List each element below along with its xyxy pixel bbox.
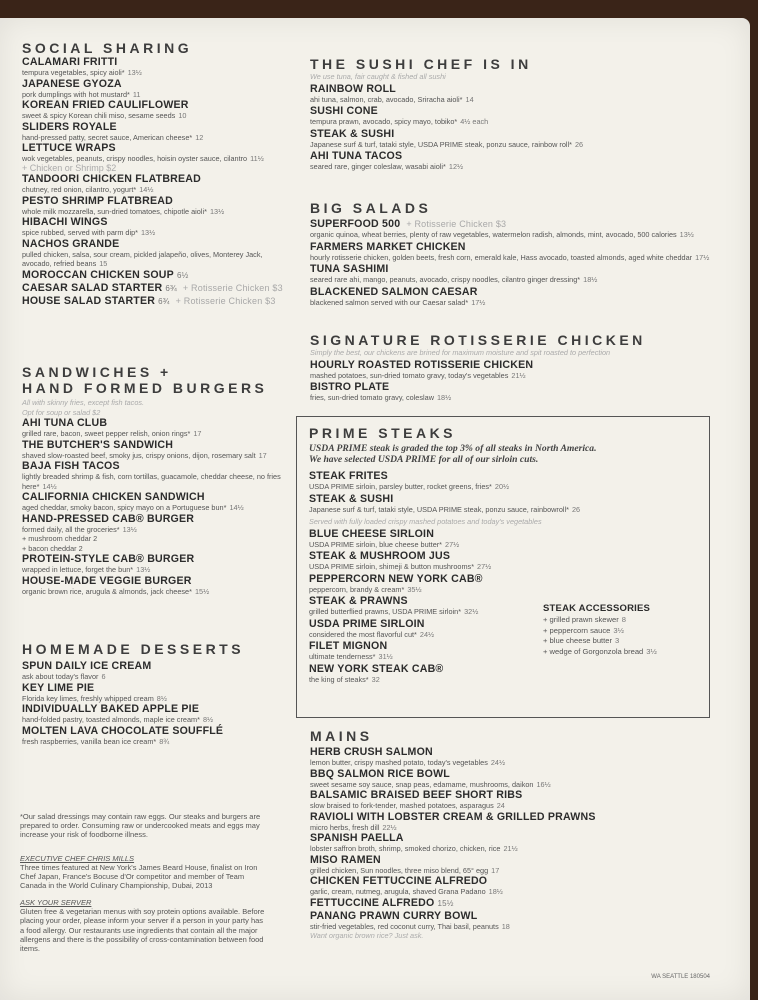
menu-item	[310, 768, 740, 790]
menu-item	[310, 263, 740, 285]
big-salads-section	[310, 200, 740, 307]
item-name: HOURLY ROASTED ROTISSERIE CHICKEN	[310, 358, 534, 371]
menu-item	[22, 99, 284, 121]
item-addon: + mushroom cheddar 2	[22, 534, 98, 543]
item-description: the king of steaks* 32	[309, 674, 380, 684]
menu-item	[310, 105, 740, 127]
item-name: SUPERFOOD 500 + Rotisserie Chicken $3	[310, 218, 507, 230]
item-description: slow braised to fork-tender, mashed potatoes, asparagus 24	[310, 801, 505, 810]
menu-item	[310, 811, 740, 833]
item-description: blackened salmon served with our Caesar salad* 17½	[310, 297, 486, 307]
menu-item	[22, 513, 284, 554]
item-description: considered the most flavorful cut* 24½	[309, 629, 435, 639]
item-description: fresh raspberries, vanilla bean ice cream* 8¾	[22, 736, 170, 746]
accessory-item: + wedge of Gorgonzola bread 3½	[543, 646, 657, 656]
menu-item	[310, 150, 740, 172]
item-description: lightly breaded shrimp & fish, corn tortillas, guacamole, cheddar cheese, no fries here* 14½	[22, 472, 281, 491]
steak-accessories	[543, 603, 703, 657]
item-description: USDA PRIME sirloin, blue cheese butter* 27½	[309, 539, 460, 549]
item-name: MOLTEN LAVA CHOCOLATE SOUFFLÉ	[22, 724, 224, 737]
section-title: THE SUSHI CHEF IS IN	[310, 56, 532, 72]
item-name: HOUSE SALAD STARTER 6¾ + Rotisserie Chicken $3	[22, 294, 276, 307]
item-name: CALIFORNIA CHICKEN SANDWICH	[22, 491, 205, 503]
menu-item	[22, 417, 284, 439]
menu-item	[22, 460, 284, 491]
item-description: whole milk mozzarella, sun-dried tomatoes, chipotle aioli* 13½	[22, 206, 225, 216]
section-title: SIGNATURE ROTISSERIE CHICKEN	[310, 332, 646, 348]
section-title: HAND FORMED BURGERS	[22, 380, 268, 396]
item-name: HOUSE-MADE VEGGIE BURGER	[22, 574, 192, 587]
item-description: lobster saffron broth, shrimp, smoked chorizo, chicken, rice 21½	[310, 844, 518, 853]
item-addon: + Chicken or Shrimp $2	[22, 162, 117, 173]
item-description: formed daily, all the groceries* 13½	[22, 524, 137, 534]
item-name: TANDOORI CHICKEN FLATBREAD	[22, 173, 202, 185]
item-description: lemon butter, crispy mashed potato, today's vegetables 24½	[310, 758, 506, 767]
item-description: pulled chicken, salsa, sour cream, pickled jalapeño, olives, Monterey Jack, avocado, refried beans 15	[22, 249, 263, 268]
social-sharing-section	[22, 40, 284, 308]
item-name: FILET MIGNON	[309, 640, 388, 652]
section-note: Want organic brown rice? Just ask.	[310, 931, 424, 940]
menu-item	[310, 218, 740, 240]
section-note: Served with fully loaded crispy mashed potatoes and today's vegetables	[309, 517, 542, 526]
item-description: sweet & spicy Korean chili miso, sesame seeds 10	[22, 111, 187, 120]
menu-item	[22, 142, 284, 173]
item-name: RAVIOLI WITH LOBSTER CREAM & GRILLED PRAWNS	[310, 810, 596, 823]
item-name: SPUN DAILY ICE CREAM	[22, 660, 152, 672]
item-description: shaved slow-roasted beef, smoky jus, crispy onions, dijon, rosemary salt 17	[22, 450, 267, 460]
section-note: Simply the best, our chickens are brined for maximum moisture and spit roasted to perfection	[310, 348, 611, 357]
item-name: CAESAR SALAD STARTER 6¾ + Rotisserie Chicken $3	[22, 281, 283, 294]
menu-item	[310, 381, 740, 403]
menu-item	[22, 660, 284, 682]
menu-item	[22, 491, 284, 513]
menu-item	[22, 282, 284, 295]
menu-item	[310, 359, 740, 381]
menu-item	[309, 595, 549, 617]
item-description: hourly rotisserie chicken, golden beets, fresh corn, emerald kale, Hass avocado, toasted almonds, aged white cheddar 17½	[310, 252, 710, 262]
menu-item	[310, 875, 740, 897]
item-description: organic quinoa, wheat berries, plenty of raw vegetables, watermelon radish, almonds, mint, avocado, 500 calories 13½	[310, 230, 694, 239]
footer-section	[20, 812, 268, 953]
menu-item	[22, 553, 284, 575]
item-description: spice rubbed, served with parm dip* 13½	[22, 228, 156, 237]
section-note: Opt for soup or salad $2	[22, 407, 101, 417]
section-note: All with skinny fries, except fish tacos.	[22, 398, 145, 407]
item-description: seared rare, ginger coleslaw, wasabi aioli* 12½	[310, 162, 464, 171]
accessories-title: STEAK ACCESSORIES	[543, 603, 651, 614]
menu-code: WA SEATTLE 180504	[651, 974, 710, 980]
item-description: Florida key limes, freshly whipped cream 8½	[22, 693, 167, 703]
section-title: HOMEMADE DESSERTS	[22, 641, 245, 657]
item-name: TUNA SASHIMI	[310, 263, 389, 275]
menu-item	[310, 746, 740, 768]
steaks-intro: USDA PRIME steak is graded the top 3% of all steaks in North America.	[309, 443, 597, 454]
accessory-item: + grilled prawn skewer 8	[543, 615, 626, 624]
menu-item	[310, 789, 740, 811]
item-name: PESTO SHRIMP FLATBREAD	[22, 194, 173, 207]
menu-item	[310, 854, 740, 876]
item-description: fries, sun-dried tomato gravy, coleslaw 18½	[310, 393, 452, 402]
item-name: STEAK FRITES	[309, 470, 388, 482]
item-description: ahi tuna, salmon, crab, avocado, Sriracha aioli* 14	[310, 94, 474, 104]
item-description: grilled chicken, Sun noodles, three miso blend, 65° egg 17	[310, 865, 500, 875]
section-title: PRIME STEAKS	[309, 425, 457, 441]
item-name: AHI TUNA TACOS	[310, 150, 403, 162]
menu-item	[309, 573, 549, 595]
item-description: hand-folded pastry, toasted almonds, maple ice cream* 8½	[22, 715, 214, 724]
item-description: tempura prawn, avocado, spicy mayo, tobiko* 4½ each	[310, 117, 489, 126]
item-description: aged cheddar, smoky bacon, spicy mayo on a Portuguese bun* 14½	[22, 503, 244, 512]
menu-item	[22, 216, 284, 238]
item-name: BISTRO PLATE	[310, 381, 390, 393]
menu-item	[22, 439, 284, 461]
menu-item	[309, 493, 699, 515]
item-name: BAJA FISH TACOS	[22, 460, 120, 472]
server-text: Gluten free & vegetarian menus with soy protein options available. Before placing your order, please inform your server if a person in your party has a food allergy. Our restaurants use ingredients that contain all the major allergens and there is the possibility of cross-contamination between food items.	[20, 907, 265, 954]
item-name: MOROCCAN CHICKEN SOUP 6½	[22, 268, 189, 281]
item-name: PEPPERCORN NEW YORK CAB®	[309, 572, 483, 585]
item-name: JAPANESE GYOZA	[22, 77, 122, 90]
item-name: STEAK & MUSHROOM JUS	[309, 550, 451, 562]
section-title: SANDWICHES +	[22, 364, 172, 380]
item-description: hand-pressed patty, secret sauce, American cheese* 12	[22, 132, 204, 142]
item-name: HERB CRUSH SALMON	[310, 746, 433, 758]
item-name: PANANG PRAWN CURRY BOWL	[310, 909, 478, 922]
item-name: KOREAN FRIED CAULIFLOWER	[22, 99, 189, 111]
menu-item	[309, 663, 549, 685]
menu-item	[22, 195, 284, 217]
item-description: ask about today's flavor 6	[22, 672, 106, 681]
item-name: BALSAMIC BRAISED BEEF SHORT RIBS	[310, 789, 523, 801]
item-name: KEY LIME PIE	[22, 681, 95, 694]
item-name: SLIDERS ROYALE	[22, 120, 117, 133]
accessory-item: + blue cheese butter 3	[543, 636, 620, 646]
item-description: mashed potatoes, sun-dried tomato gravy, today's vegetables 21½	[310, 370, 526, 380]
item-name: FETTUCCINE ALFREDO 15½	[310, 896, 454, 909]
menu-sheet	[0, 18, 750, 1000]
menu-item	[310, 128, 740, 150]
item-description: stir-fried vegetables, red coconut curry, Thai basil, peanuts 18	[310, 921, 510, 931]
item-name: USDA PRIME SIRLOIN	[309, 617, 425, 630]
item-name: BBQ SALMON RICE BOWL	[310, 767, 450, 780]
menu-item	[22, 575, 284, 597]
section-title: BIG SALADS	[310, 200, 432, 216]
item-name: CHICKEN FETTUCCINE ALFREDO	[310, 875, 488, 887]
menu-item	[310, 832, 740, 854]
item-name: AHI TUNA CLUB	[22, 417, 108, 429]
item-name: CALAMARI FRITTI	[22, 56, 118, 68]
menu-item	[309, 528, 549, 550]
item-description: pork dumplings with hot mustard* 11	[22, 89, 141, 99]
item-description: USDA PRIME sirloin, parsley butter, rocket greens, fries* 20½	[309, 482, 510, 491]
item-description: tempura vegetables, spicy aioli* 13½	[22, 68, 142, 77]
item-description: USDA PRIME sirloin, shimeji & button mushrooms* 27½	[309, 562, 492, 571]
item-description: Japanese surf & turf, tataki style, USDA PRIME steak, ponzu sauce, rainbowroll* 26	[309, 504, 581, 514]
menu-item	[22, 78, 284, 100]
item-name: RAINBOW ROLL	[310, 82, 396, 95]
item-description: wok vegetables, peanuts, crispy noodles, hoisin oyster sauce, cilantro 11½	[22, 154, 264, 163]
menu-item	[22, 238, 284, 269]
item-description: Japanese surf & turf, tataki style, USDA PRIME steak, ponzu sauce, rainbow roll* 26	[310, 139, 584, 149]
item-name: LETTUCE WRAPS	[22, 142, 116, 154]
item-addon: + bacon cheddar 2	[22, 543, 83, 553]
item-description: organic brown rice, arugula & almonds, jack cheese* 15½	[22, 586, 210, 596]
menu-item	[310, 897, 740, 910]
chef-title: EXECUTIVE CHEF CHRIS MILLS	[20, 853, 135, 863]
item-name: STEAK & SUSHI	[310, 127, 395, 140]
menu-item	[310, 241, 740, 263]
menu-item	[22, 121, 284, 143]
item-name: SUSHI CONE	[310, 105, 378, 117]
section-note: We use tuna, fair caught & fished all sushi	[310, 72, 446, 81]
item-name: HAND-PRESSED CAB® BURGER	[22, 512, 195, 525]
section-title: MAINS	[310, 728, 373, 744]
item-description: peppercorn, brandy & cream* 35½	[309, 584, 422, 594]
menu-item	[309, 470, 699, 492]
menu-item	[309, 550, 549, 572]
menu-item	[22, 173, 284, 195]
mains-section	[310, 728, 740, 941]
item-name: HIBACHI WINGS	[22, 216, 108, 228]
steaks-intro: We have selected USDA PRIME for all of our sirloin cuts.	[309, 454, 539, 465]
menu-item	[310, 83, 740, 105]
item-description: grilled rare, bacon, sweet pepper relish, onion rings* 17	[22, 429, 202, 438]
menu-item	[22, 269, 284, 282]
item-description: grilled butterflied prawns, USDA PRIME sirloin* 32½	[309, 607, 479, 616]
item-name: MISO RAMEN	[310, 853, 381, 866]
item-name: STEAK & PRAWNS	[309, 595, 408, 607]
menu-item	[22, 682, 284, 704]
disclaimer: *Our salad dressings may contain raw eggs. Our steaks and burgers are prepared to order. Consuming raw or undercooked meats and eggs may increase your risk of foodborne illness.	[20, 812, 261, 840]
item-name: BLUE CHEESE SIRLOIN	[309, 527, 435, 540]
item-name: INDIVIDUALLY BAKED APPLE PIE	[22, 703, 200, 715]
chef-bio: Three times featured at New York's James Beard House, finalist on Iron Chef Japan, France's Bocuse d'Or competitor and member of Team Canada in the World Culinary Championship, Dubai, 2013	[20, 862, 258, 891]
menu-item	[22, 703, 284, 725]
item-name: SPANISH PAELLA	[310, 832, 404, 844]
item-name: FARMERS MARKET CHICKEN	[310, 240, 466, 253]
sushi-section	[310, 56, 740, 172]
item-name: PROTEIN-STYLE CAB® BURGER	[22, 553, 195, 565]
prime-steaks-box	[296, 416, 710, 718]
item-name: THE BUTCHER'S SANDWICH	[22, 438, 174, 451]
item-description: ultimate tenderness* 31½	[309, 652, 393, 661]
menu-item	[310, 286, 740, 308]
menu-item	[309, 618, 549, 640]
item-name: STEAK & SUSHI	[309, 492, 394, 505]
item-name: NEW YORK STEAK CAB®	[309, 662, 444, 675]
item-description: micro herbs, fresh dill 22½	[310, 822, 397, 832]
rotisserie-section	[310, 332, 740, 403]
desserts-section	[22, 641, 284, 746]
menu-item	[22, 56, 284, 78]
menu-item	[309, 640, 549, 662]
sandwiches-section	[22, 364, 284, 596]
accessory-item: + peppercorn sauce 3½	[543, 625, 624, 635]
item-description: sweet sesame soy sauce, snap peas, edamame, mushrooms, daikon 16½	[310, 779, 551, 789]
item-description: garlic, cream, nutmeg, arugula, shaved Grana Padano 18½	[310, 887, 503, 896]
menu-item	[22, 295, 284, 308]
item-description: seared rare ahi, mango, peanuts, avocado, crispy noodles, cilantro ginger dressing* 18½	[310, 275, 598, 284]
item-name: BLACKENED SALMON CAESAR	[310, 285, 478, 298]
menu-item	[22, 725, 284, 747]
menu-item	[310, 910, 740, 932]
item-description: wrapped in lettuce, forget the bun* 13½	[22, 565, 151, 574]
item-name: NACHOS GRANDE	[22, 237, 120, 250]
item-description: chutney, red onion, cilantro, yogurt* 14½	[22, 185, 154, 194]
server-title: ASK YOUR SERVER	[20, 898, 92, 908]
section-title: SOCIAL SHARING	[22, 40, 193, 56]
